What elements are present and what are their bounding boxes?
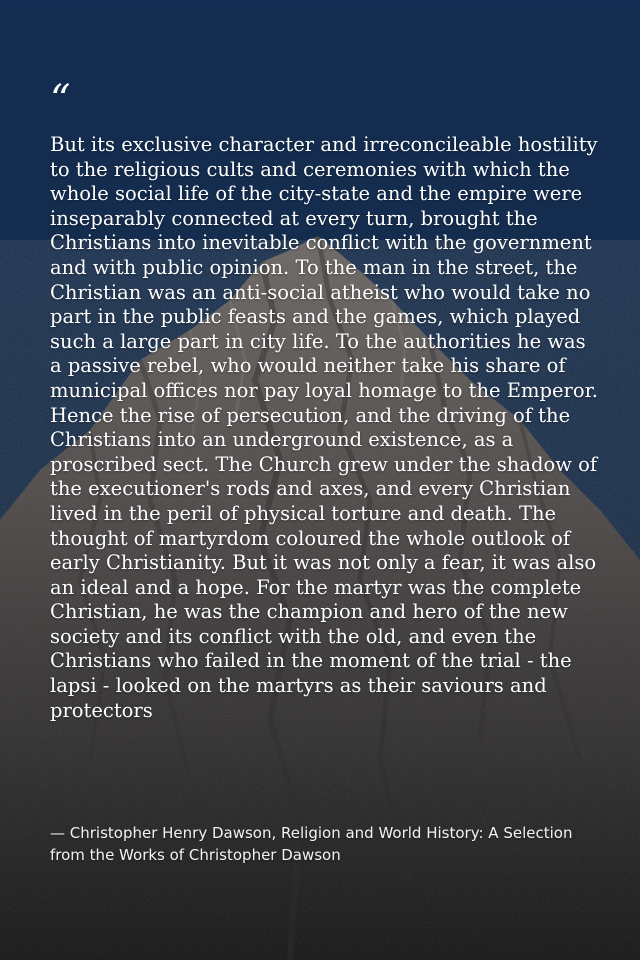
quote-text: But its exclusive character and irreconcileable hostility to the religious cults and ceremonies with which the whole social life of the city-state and the empire were inseparably connected at every turn, brought the Christians into inevitable conflict with the government and with public opinion. To the man in the street, the Christian was an anti-social atheist who would take no part in the public feasts and the games, which played such a large part in city life. To the authorities he was a passive rebel, who would neither take his share of municipal offices nor pay loyal homage to the Emperor. Hence the rise of persecution, and the driving of the Christians into an underground existence, as a proscribed sect. The Church grew under the shadow of the executioner's rods and axes, and every Christian lived in the peril of physical torture and death. The thought of martyrdom coloured the whole outlook of early Christianity. But it was not only a fear, it was also an ideal and a hope. For the martyr was the complete Christian, he was the champion and hero of the new society and its conflict with the old, and even the Christians who failed in the moment of the trial - the lapsi - looked on the martyrs as their saviours and protectors	[50, 133, 598, 722]
quotation-mark-icon: “	[50, 77, 71, 123]
quote-attribution: — Christopher Henry Dawson, Religion and World History: A Selection from the Works of Christopher Dawson	[50, 824, 573, 864]
